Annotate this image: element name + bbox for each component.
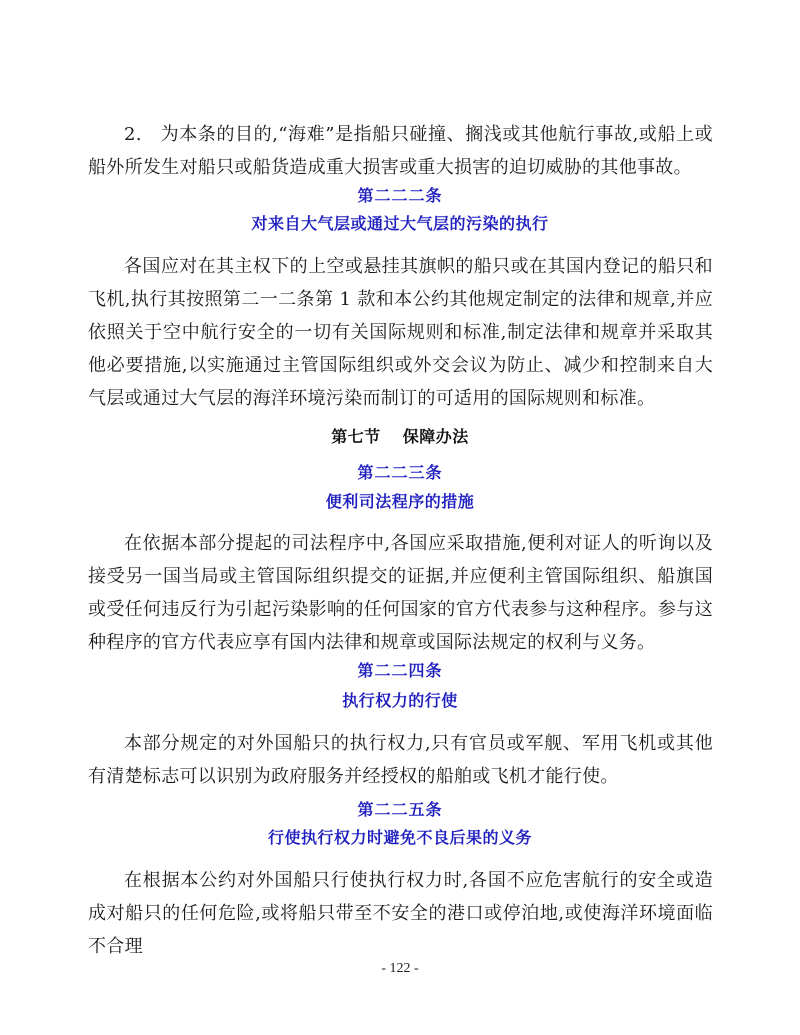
article-225-title: 行使执行权力时避免不良后果的义务 <box>267 828 532 847</box>
article-223-number: 第二二三条 <box>357 463 443 482</box>
section-7-label: 第七节 <box>331 427 381 446</box>
article-224-paragraph: 本部分规定的对外国船只的执行权力,只有官员或军舰、军用飞机或其他有清楚标志可以识别为政府服务并经授权的船舶或飞机才能行使。 <box>88 733 713 787</box>
article-222-title: 对来自大气层或通过大气层的污染的执行 <box>251 214 549 233</box>
article-225-number: 第二二五条 <box>357 800 443 819</box>
article-223-title: 便利司法程序的措施 <box>325 492 475 511</box>
article-224-number: 第二二四条 <box>357 661 443 680</box>
section-7-heading <box>0 424 800 447</box>
article-222-number: 第二二二条 <box>357 186 443 205</box>
page-number: - 122 - <box>381 961 419 976</box>
paragraph-2-definition-casualty: 2. 为本条的目的,“海难”是指船只碰撞、搁浅或其他航行事故,或船上或船外所发生对船只或船货造成重大损害或重大损害的迫切威胁的其他事故。 <box>88 124 713 178</box>
article-224-title: 执行权力的行使 <box>342 691 458 710</box>
article-225-paragraph: 在根据本公约对外国船只行使执行权力时,各国不应危害航行的安全或造成对船只的任何危险,或将船只带至不安全的港口或停泊地,或使海洋环境面临不合理 <box>88 870 713 957</box>
article-222-paragraph: 各国应对在其主权下的上空或悬挂其旗帜的船只或在其国内登记的船只和飞机,执行其按照第二一二条第 1 款和本公约其他规定制定的法律和规章,并应依照关于空中航行安全的一切有关国际规则和标准,制定法律和规章并采取其他必要措施,以实施通过主管国际组织或外交会议为防止、减少和控制来自大气层或通过大气层的海洋环境污染而制订的可适用的国际规则和标准。 <box>88 256 713 409</box>
section-7-title: 保障办法 <box>402 427 469 446</box>
article-223-paragraph: 在依据本部分提起的司法程序中,各国应采取措施,便利对证人的听询以及接受另一国当局或主管国际组织提交的证据,并应便利主管国际组织、船旗国或受任何违反行为引起污染影响的任何国家的官方代表参与这种程序。参与这种程序的官方代表应享有国内法律和规章或国际法规定的权利与义务。 <box>88 533 713 653</box>
